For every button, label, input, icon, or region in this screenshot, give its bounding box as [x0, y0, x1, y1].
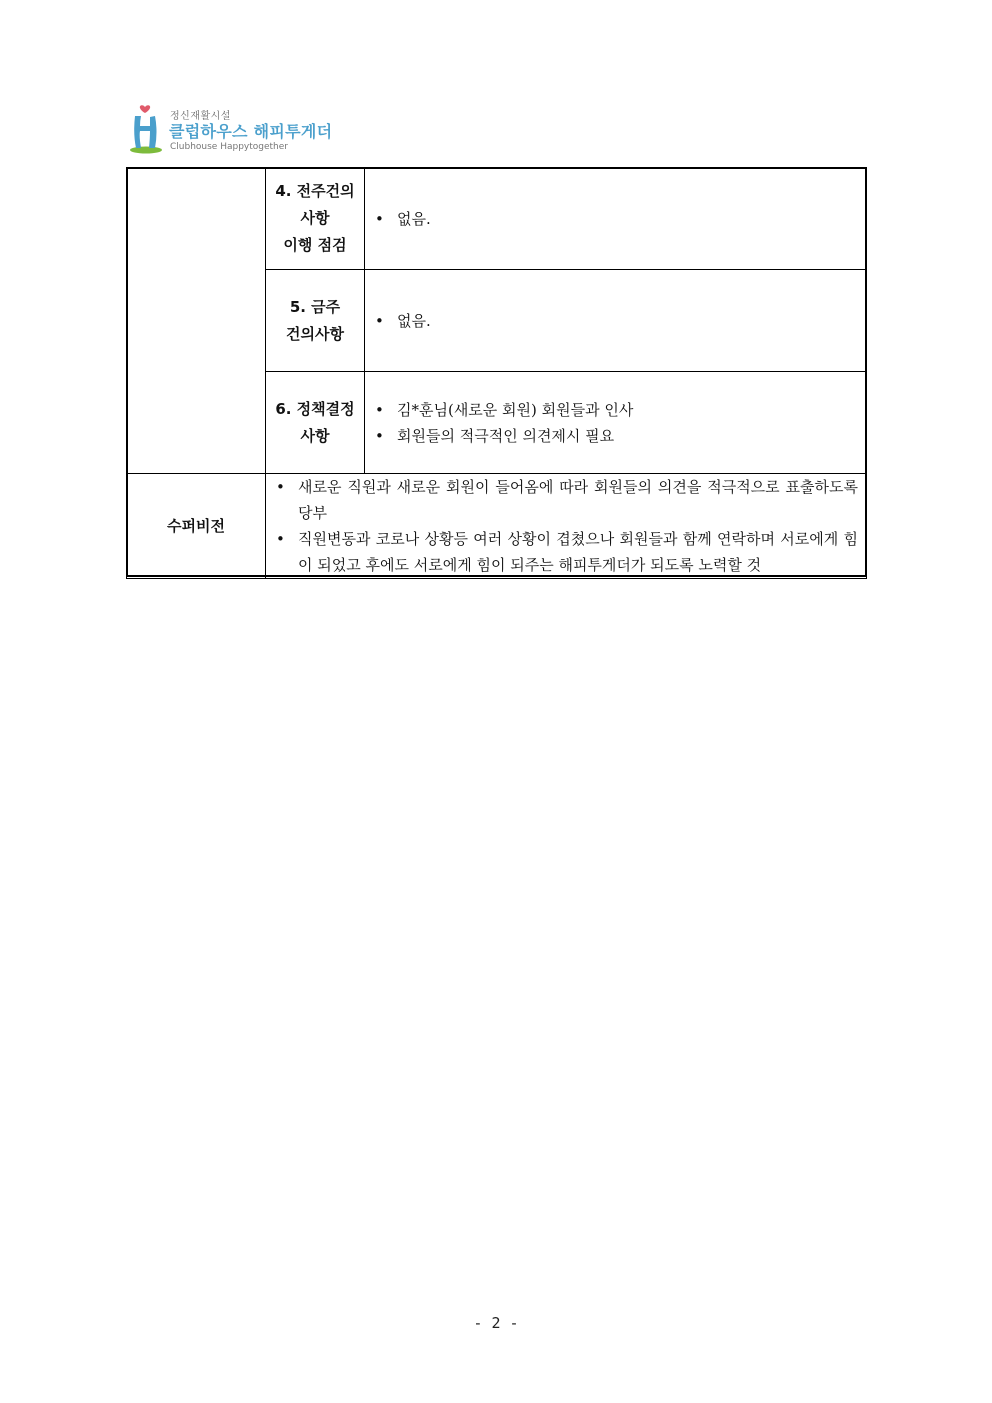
- clubhouse-logo: [128, 104, 333, 156]
- blank-category-cell: [127, 168, 266, 474]
- row-label-line: 4. 전주건의: [275, 182, 355, 200]
- row-label: [266, 270, 365, 372]
- row-label-line: 이행 점검: [283, 236, 347, 254]
- row-label-line: 5. 금주: [289, 297, 341, 316]
- logo-subtitle: 정신재활시설: [170, 111, 231, 122]
- logo-name: 클럽하우스 해피투게더: [169, 122, 333, 141]
- supervision-content: [266, 474, 867, 579]
- clubhouse-logo-icon: [128, 104, 164, 154]
- list-item: • 새로운 직원과 새로운 회원이 들어옴에 따라 회원들의 의견을 적극적으로 표출하도록 당부: [274, 474, 858, 526]
- row-label: [266, 168, 365, 270]
- row-label: [266, 372, 365, 474]
- list-item: • 회원들의 적극적인 의견제시 필요: [373, 423, 858, 449]
- row-content: [365, 168, 867, 270]
- list-item: • 없음.: [373, 206, 858, 232]
- row-label-line: 건의사항: [286, 324, 344, 343]
- logo-english-name: Clubhouse Happytogether: [170, 142, 288, 152]
- row-label-line: 6. 정책결정: [275, 399, 355, 418]
- table-row: [127, 168, 867, 270]
- page-number: - 2 -: [473, 1314, 519, 1332]
- row-label-line: 사항: [300, 209, 330, 227]
- list-item: • 김*훈님(새로운 회원) 회원들과 인사: [373, 397, 858, 423]
- row-content: [365, 270, 867, 372]
- table-row: [127, 474, 867, 579]
- row-content: [365, 372, 867, 474]
- list-item: • 직원변동과 코로나 상황등 여러 상황이 겹쳤으나 회원들과 함께 연락하며 서로에게 힘이 되었고 후에도 서로에게 힘이 되주는 해피투게더가 되도록 노력할 것: [274, 526, 858, 578]
- row-label-line: 사항: [300, 426, 330, 445]
- meeting-minutes-table: [126, 167, 867, 579]
- supervision-label: 수퍼비전: [127, 474, 266, 579]
- list-item: • 없음.: [373, 308, 858, 334]
